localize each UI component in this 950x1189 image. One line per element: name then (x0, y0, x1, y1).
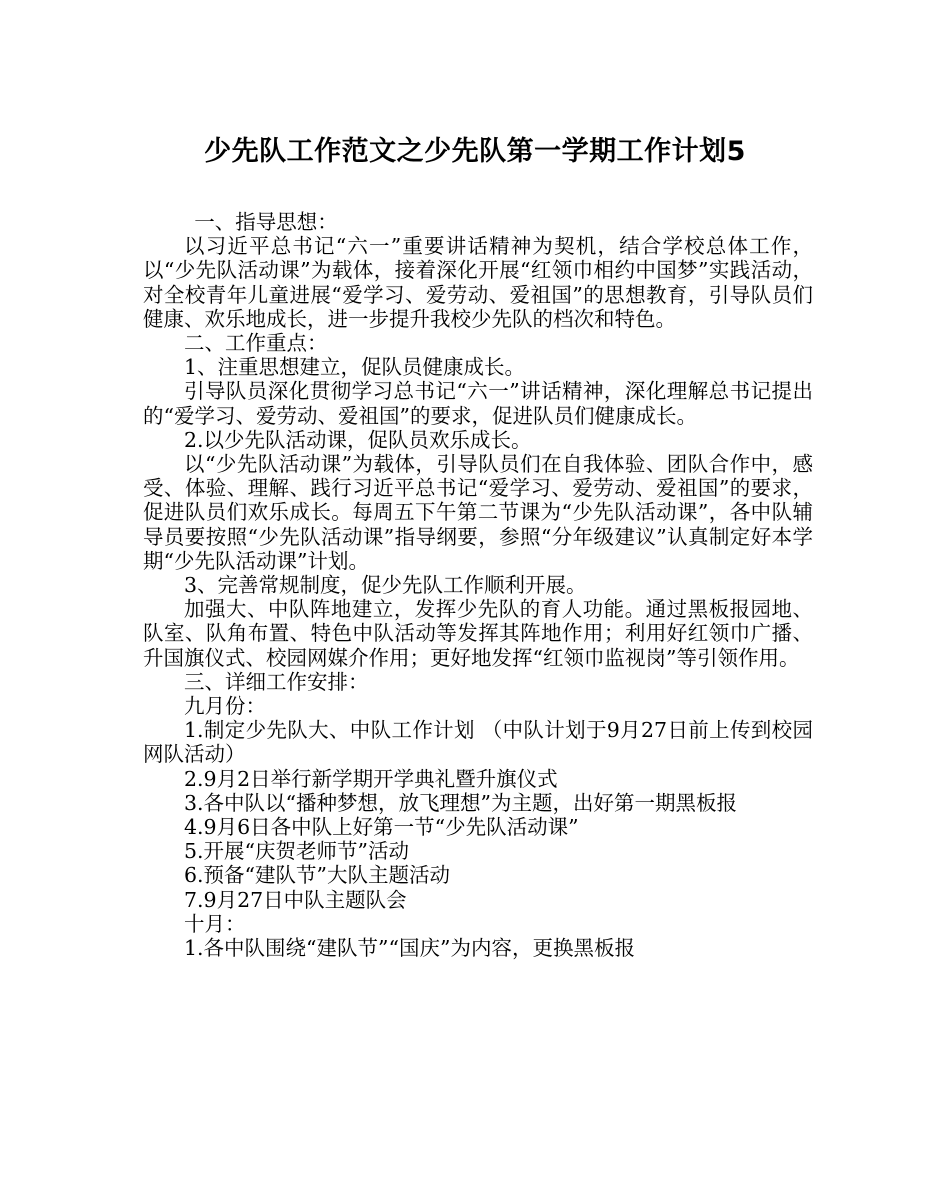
section-heading-work-focus: 二、工作重点： (184, 331, 328, 356)
document-title: 少先队工作范文之少先队第一学期工作计划5 (204, 136, 746, 167)
list-item: 1.制定少先队大、中队工作计划 （中队计划于9月27日前上传到校园网队活动） (143, 718, 813, 767)
month-heading-september: 九月份： (184, 694, 266, 719)
paragraph: 2.以少先队活动课，促队员欢乐成长。 (184, 427, 532, 452)
month-heading-october: 十月： (184, 911, 246, 936)
list-item: 4.9月6日各中队上好第一节“少先队活动课” (184, 815, 579, 840)
paragraph: 以习近平总书记“六一”重要讲话精神为契机，结合学校总体工作，以“少先队活动课”为载体，接着深化开展“红领巾相约中国梦”实践活动，对全校青年儿童进展“爱学习、爱劳动、爱祖国”的思想教育，引导队员们健康、欢乐地成长，进一步提升我校少先队的档次和特色。 (143, 234, 813, 331)
paragraph: 1、注重思想建立，促队员健康成长。 (184, 355, 526, 380)
paragraph: 引导队员深化贯彻学习总书记“六一”讲话精神，深化理解总书记提出的“爱学习、爱劳动、爱祖国”的要求，促进队员们健康成长。 (143, 379, 813, 428)
list-item: 5.开展“庆贺老师节”活动 (184, 839, 410, 864)
list-item: 6.预备“建队节”大队主题活动 (184, 863, 451, 888)
list-item: 2.9月2日举行新学期开学典礼暨升旗仪式 (184, 766, 558, 791)
paragraph: 以“少先队活动课”为载体，引导队员们在自我体验、团队合作中，感受、体验、理解、践行习近平总书记“爱学习、爱劳动、爱祖国”的要求，促进队员们欢乐成长。每周五下午第二节课为“少先队活动课”，各中队辅导员要按照“少先队活动课”指导纲要，参照“分年级建议”认真制定好本学期“少先队活动课”计划。 (143, 452, 813, 573)
section-heading-guiding-thought: 一、指导思想： (194, 210, 338, 234)
section-heading-detailed-arrangement: 三、详细工作安排： (184, 669, 369, 694)
paragraph: 3、完善常规制度，促少先队工作顺利开展。 (184, 573, 587, 598)
paragraph: 加强大、中队阵地建立，发挥少先队的育人功能。通过黑板报园地、队室、队角布置、特色中队活动等发挥其阵地作用；利用好红领巾广播、升国旗仪式、校园网媒介作用；更好地发挥“红领巾监视岗”等引领作用。 (143, 597, 813, 670)
document-body (143, 210, 813, 960)
list-item: 1.各中队围绕“建队节”“国庆”为内容，更换黑板报 (184, 936, 635, 961)
list-item: 3.各中队以“播种梦想，放飞理想”为主题，出好第一期黑板报 (184, 790, 738, 815)
list-item: 7.9月27日中队主题队会 (184, 887, 407, 912)
